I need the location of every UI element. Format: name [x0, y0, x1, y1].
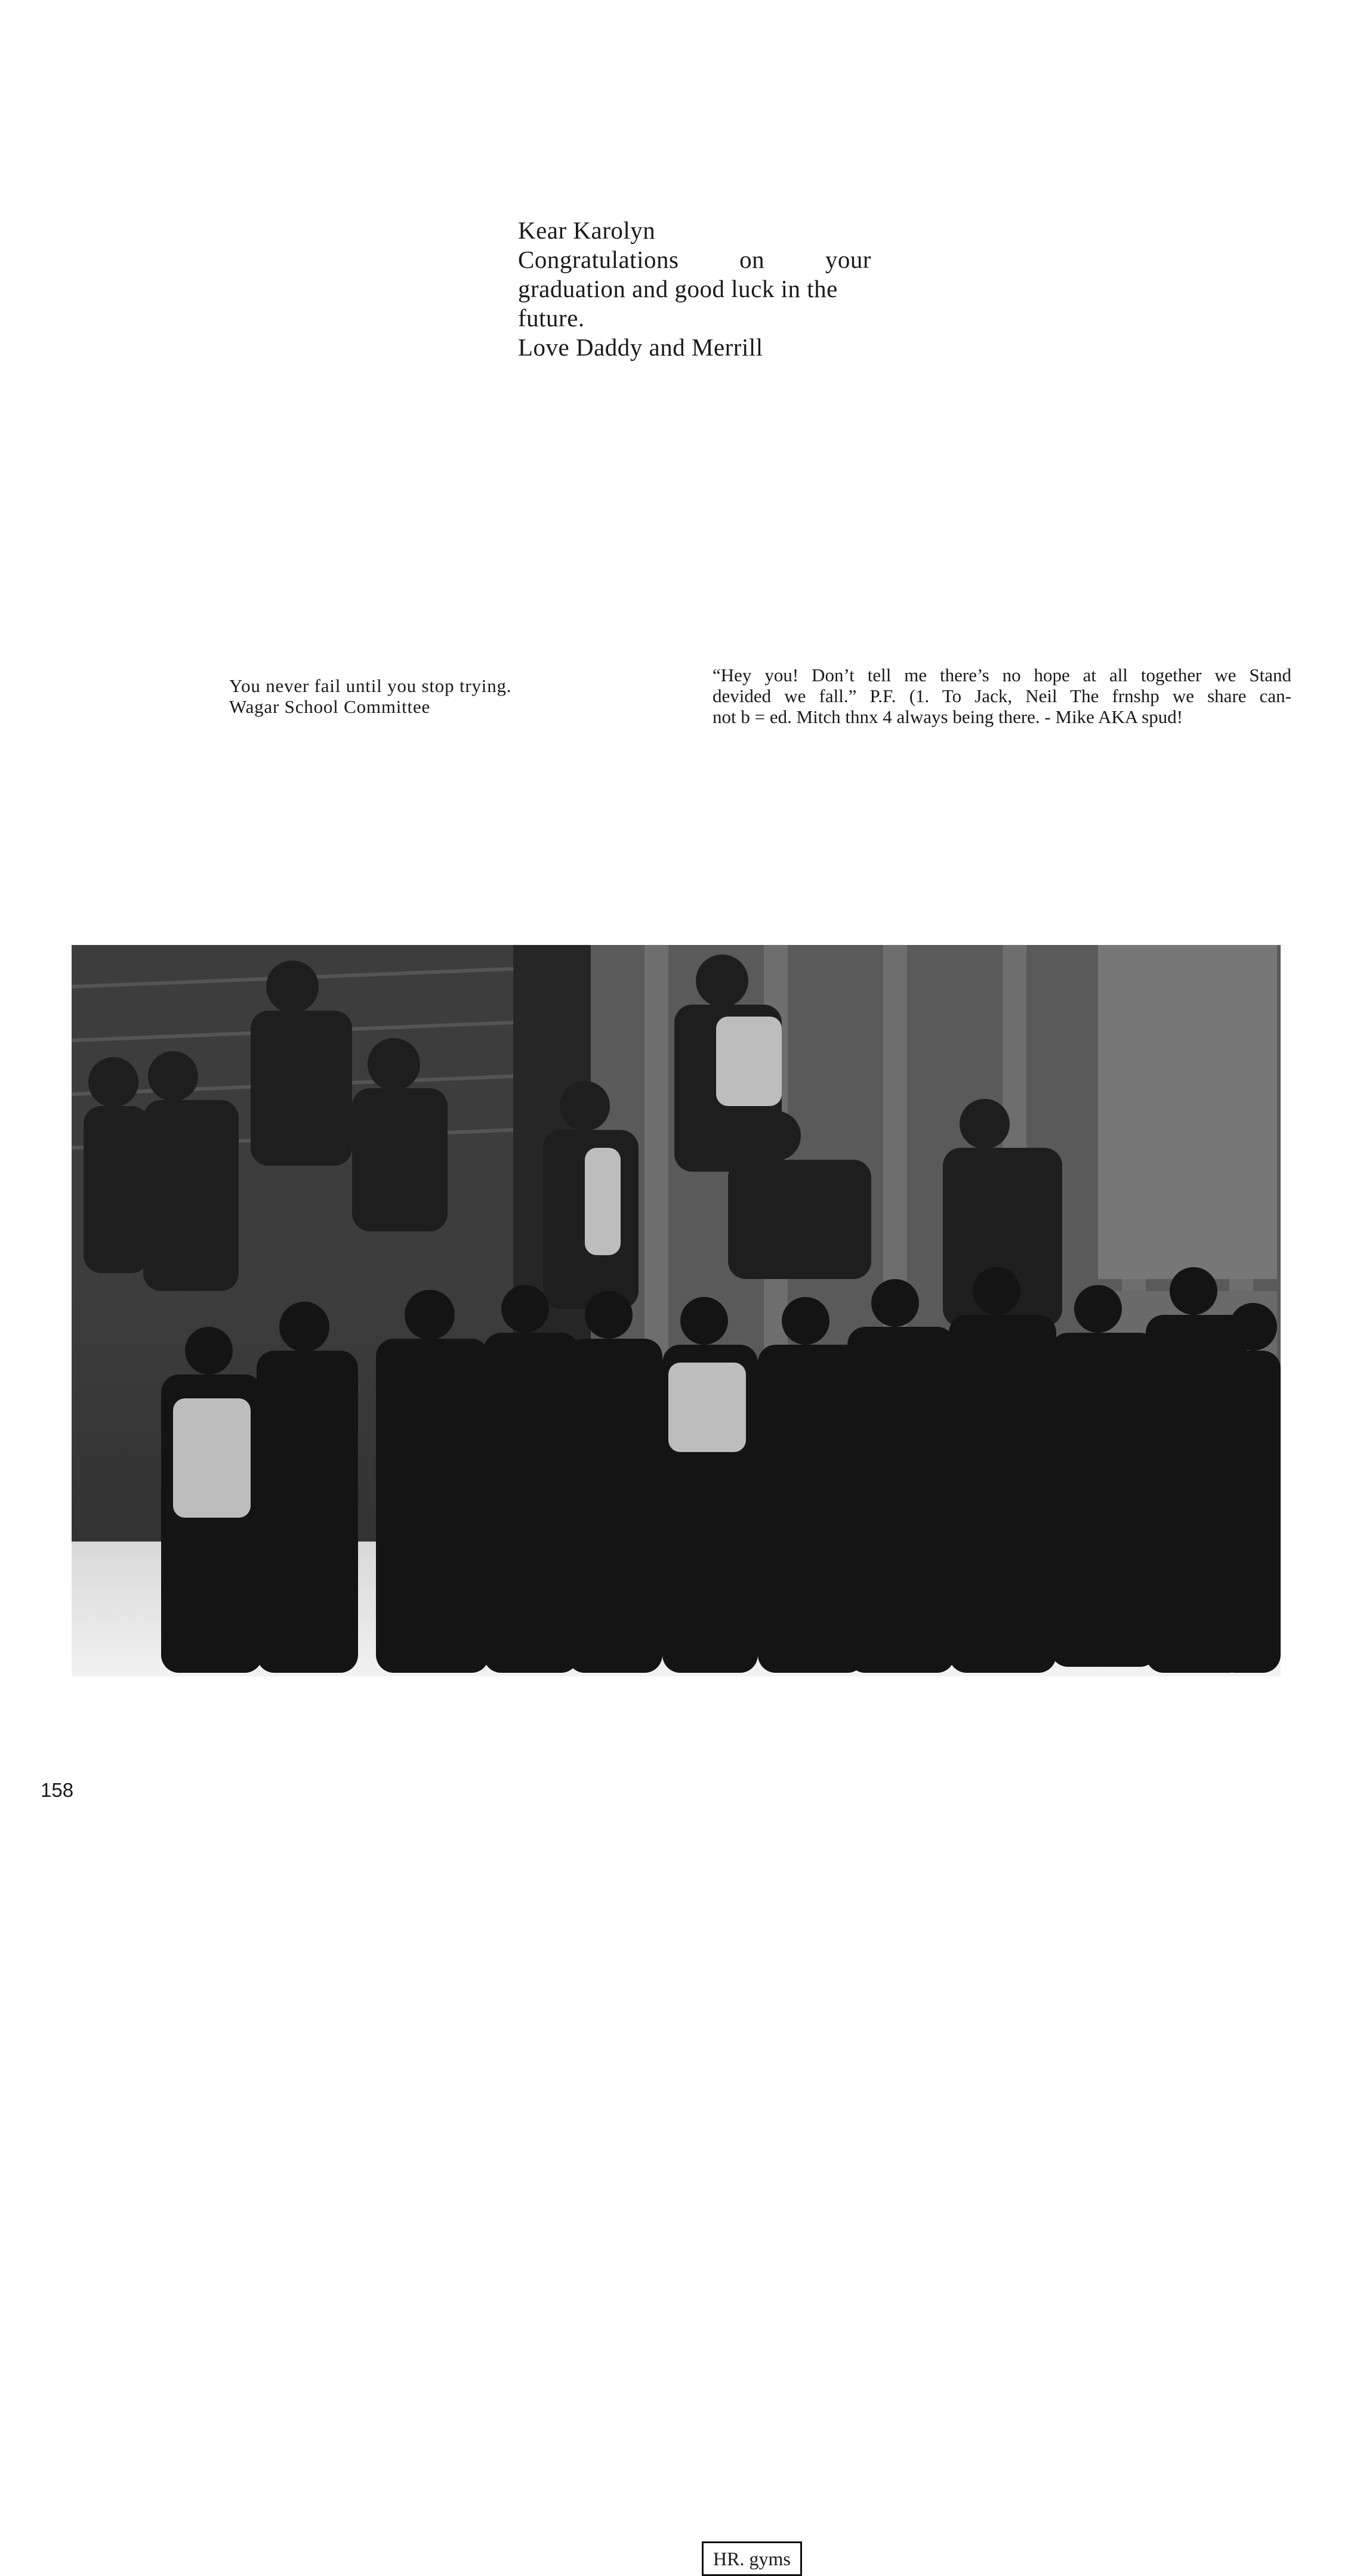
left-note-quote: You never fail until you stop trying. — [229, 675, 512, 696]
dedication-word: your — [825, 246, 871, 273]
left-note-signature: Wagar School Committee — [229, 696, 431, 717]
right-note-line-2: devided we fall.” P.F. (1. To Jack, Neil The frnshp we share can- — [713, 685, 1291, 706]
right-note-line-3: not b = ed. Mitch thnx 4 always being there. - Mike AKA spud! — [713, 706, 1183, 727]
page-number: 158 — [41, 1779, 74, 1801]
dedication-signature: Love Daddy and Merrill — [518, 333, 763, 361]
photo-caption: HR. gyms — [702, 2541, 802, 2576]
dedication-salutation: Kear Karolyn — [518, 217, 656, 244]
dedication-word: Congratulations — [518, 246, 679, 273]
left-note — [229, 675, 599, 717]
dedication-line-3: graduation and good luck in the — [518, 275, 838, 302]
group-photo — [72, 945, 1281, 2569]
dedication-message — [518, 216, 871, 362]
dedication-line-4: future. — [518, 304, 585, 332]
dedication-word: on — [739, 246, 765, 273]
right-note-line-1: “Hey you! Don’t tell me there’s no hope at all together we Stand — [713, 665, 1291, 685]
right-note — [713, 665, 1291, 727]
group-photo-icon — [72, 945, 1281, 1676]
dedication-line-2 — [518, 245, 871, 274]
